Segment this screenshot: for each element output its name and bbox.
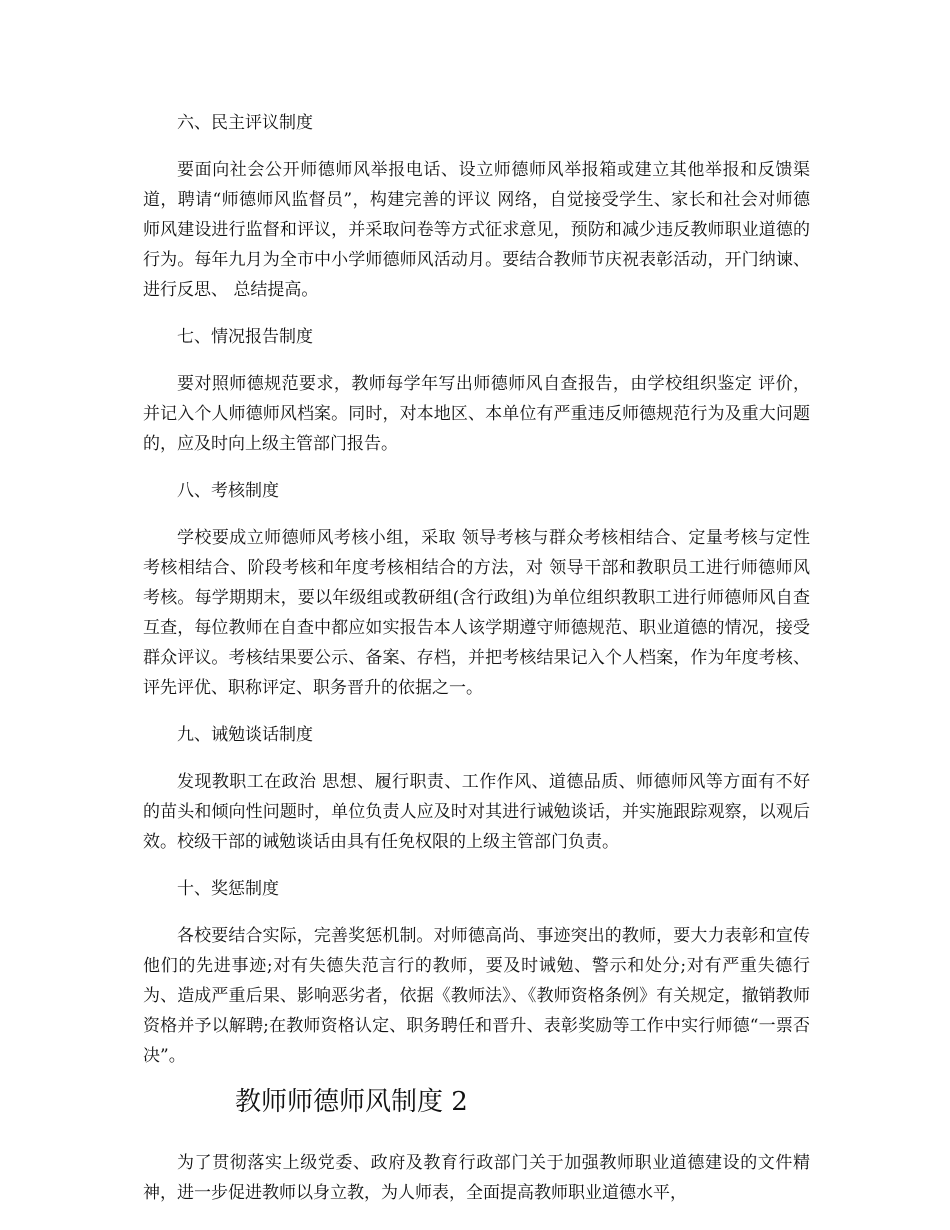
document-page [143, 108, 810, 1225]
section-body-assessment: 学校要成立师德师风考核小组，采取 领导考核与群众考核相结合、定量考核与定性考核相结合、阶段考核和年度考核相结合的方法，对 领导干部和教职员工进行师德师风考核。每学期期末，要以年级组或教研组(含行政组)为单位组织教职工进行师德师风自查互查，每位教师在自查中都应如实报告本人该学期遵守师德规范、职业道德的情况，接受群众评议。考核结果要公示、备案、存档，并把考核结果记入个人档案，作为年度考核、评先评优、职称评定、职务晋升的依据之一。 [143, 528, 810, 698]
section-heading-assessment: 八、考核制度 [177, 481, 279, 501]
section-body-situation-report: 要对照师德规范要求，教师每学年写出师德师风自查报告，由学校组织鉴定 评价，并记入个人师德师风档案。同时，对本地区、本单位有严重违反师德规范行为及重大问题的，应及时向上级主管部门报告。 [143, 374, 810, 454]
section-heading-democratic-review: 六、民主评议制度 [177, 113, 313, 133]
section-body-rewards-penalties: 各校要结合实际，完善奖惩机制。对师德高尚、事迹突出的教师，要大力表彰和宣传他们的先进事迹;对有失德失范言行的教师，要及时诫勉、警示和处分;对有严重失德行为、造成严重后果、影响恶劣者，依据《教师法》、《教师资格条例》有关规定，撤销教师资格并予以解聘;在教师资格认定、职务聘任和晋升、表彰奖励等工作中实行师德“一票否决”。 [143, 926, 810, 1066]
section-body-democratic-review: 要面向社会公开师德师风举报电话、设立师德师风举报箱或建立其他举报和反馈渠道，聘请“师德师风监督员”，构建完善的评议 网络，自觉接受学生、家长和社会对师德师风建设进行监督和评议，并采取问卷等方式征求意见，预防和减少违反教师职业道德的行为。每年九月为全市中小学师德师风活动月。要结合教师节庆祝表彰活动，开门纳谏、进行反思、 总结提高。 [143, 160, 810, 300]
section-heading-rewards-penalties: 十、奖惩制度 [177, 879, 279, 899]
section-body-admonition-talk: 发现教职工在政治 思想、履行职责、工作作风、道德品质、师德师风等方面有不好的苗头和倾向性问题时，单位负责人应及时对其进行诫勉谈话，并实施跟踪观察，以观后效。校级干部的诫勉谈话由具有任免权限的上级主管部门负责。 [143, 772, 810, 852]
section-heading-situation-report: 七、情况报告制度 [177, 327, 313, 347]
document-title: 教师师德师风制度 2 [235, 1087, 468, 1117]
section-heading-admonition-talk: 九、诫勉谈话制度 [177, 725, 313, 745]
intro-paragraph: 为了贯彻落实上级党委、政府及教育行政部门关于加强教师职业道德建设的文件精神，进一步促进教师以身立教，为人师表，全面提高教师职业道德水平， [143, 1153, 810, 1203]
